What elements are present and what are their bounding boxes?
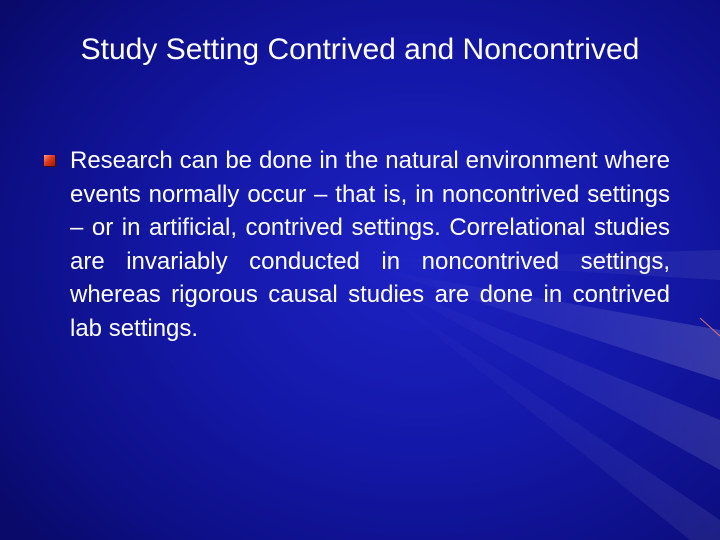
square-bullet-icon — [44, 155, 55, 166]
bullet-list — [42, 144, 670, 346]
list-item — [42, 144, 670, 346]
slide-title: Study Setting Contrived and Noncontrived — [80, 33, 640, 66]
bullet-text: Research can be done in the natural environment where events normally occur – that is, in noncontrived settings – or in artificial, contrived settings. Correlational studies are invariably conducted in noncontrived settings, whereas rigorous causal studies are done in contrived lab settings. — [70, 147, 670, 342]
